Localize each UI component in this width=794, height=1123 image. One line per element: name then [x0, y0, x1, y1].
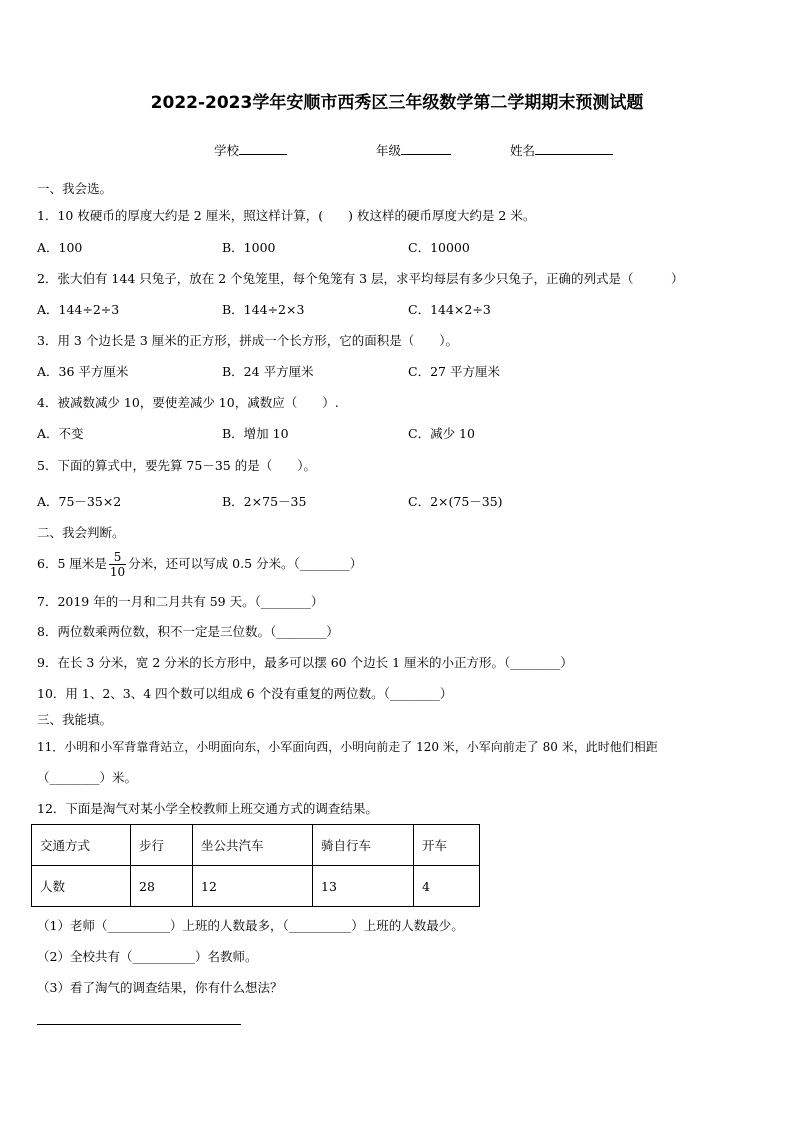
- question-3: 3．用 3 个边长是 3 厘米的正方形，拼成一个长方形，它的面积是（ ）。: [37, 333, 459, 348]
- school-field[interactable]: [214, 141, 287, 159]
- q6-prefix: 6．5 厘米是: [37, 556, 107, 571]
- q6-fraction: [109, 550, 126, 579]
- q2-option-b[interactable]: B．144÷2×3: [222, 302, 305, 317]
- grade-label: 年级: [376, 143, 402, 158]
- q1-option-b[interactable]: B．1000: [222, 240, 276, 255]
- name-field[interactable]: [510, 141, 613, 159]
- q6-denominator: 10: [109, 565, 126, 579]
- question-2: 2．张大伯有 144 只兔子，放在 2 个兔笼里，每个兔笼有 3 层，求平均每层有多少只兔子，正确的列式是（ ）: [37, 271, 684, 286]
- school-label: 学校: [214, 143, 240, 158]
- question-12-sub-1: （1）老师（__________）上班的人数最多，（__________）上班的人数最少。: [37, 918, 464, 933]
- section-3-heading: 三、我能填。: [37, 712, 113, 727]
- page-title: 2022-2023学年安顺市西秀区三年级数学第二学期期末预测试题: [150, 93, 644, 113]
- q6-suffix: 分米，还可以写成 0.5 分米。（________）: [128, 556, 363, 571]
- question-12-sub-2: （2）全校共有（__________）名教师。: [37, 949, 258, 964]
- question-4: 4．被减数减少 10，要使差减少 10，减数应（ ）.: [37, 395, 339, 410]
- q5-option-b[interactable]: B．2×75－35: [222, 494, 307, 509]
- q3-option-b[interactable]: B．24 平方厘米: [222, 364, 314, 379]
- question-9: 9．在长 3 分米，宽 2 分米的长方形中，最多可以摆 60 个边长 1 厘米的小正方形。（________）: [37, 655, 573, 670]
- question-1: 1．10 枚硬币的厚度大约是 2 厘米，照这样计算，( ) 枚这样的硬币厚度大约是 2 米。: [37, 208, 536, 223]
- q3-option-a[interactable]: A．36 平方厘米: [37, 364, 129, 379]
- table-cell: 骑自行车: [313, 825, 414, 866]
- section-1-heading: 一、我会选。: [37, 181, 113, 196]
- grade-field[interactable]: [376, 141, 451, 159]
- question-7: 7．2019 年的一月和二月共有 59 天。（________）: [37, 594, 324, 609]
- table-cell: 28: [131, 866, 193, 907]
- name-blank[interactable]: [535, 142, 613, 155]
- question-8: 8．两位数乘两位数，积不一定是三位数。（________）: [37, 624, 339, 639]
- q4-option-c[interactable]: C．减少 10: [408, 426, 475, 441]
- question-12: 12．下面是淘气对某小学全校教师上班交通方式的调查结果。: [37, 801, 378, 816]
- table-cell: 开车: [414, 825, 480, 866]
- question-10: 10．用 1、2、3、4 四个数可以组成 6 个没有重复的两位数。（________）: [37, 686, 453, 701]
- table-row: [32, 866, 480, 907]
- question-11-line-2: （________）米。: [37, 770, 138, 785]
- grade-blank[interactable]: [401, 142, 451, 155]
- q1-option-a[interactable]: A．100: [37, 240, 83, 255]
- table-header-row: [32, 825, 480, 866]
- survey-table: [31, 824, 480, 907]
- q5-option-c[interactable]: C．2×(75－35): [408, 494, 503, 509]
- table-cell: 12: [193, 866, 313, 907]
- q1-option-c[interactable]: C．10000: [408, 240, 470, 255]
- table-cell: 交通方式: [32, 825, 131, 866]
- table-cell: 13: [313, 866, 414, 907]
- q4-option-a[interactable]: A．不变: [37, 426, 84, 441]
- q2-option-c[interactable]: C．144×2÷3: [408, 302, 491, 317]
- section-2-heading: 二、我会判断。: [37, 525, 125, 540]
- question-12-sub-3: （3）看了淘气的调查结果，你有什么想法？: [37, 980, 283, 995]
- q2-option-a[interactable]: A．144÷2÷3: [37, 302, 120, 317]
- question-11-line-1: 11．小明和小军背靠背站立，小明面向东，小军面向西，小明向前走了 120 米，小军向前走了 80 米，此时他们相距: [37, 740, 658, 754]
- table-cell: 4: [414, 866, 480, 907]
- q5-option-a[interactable]: A．75－35×2: [37, 494, 122, 509]
- table-cell: 步行: [131, 825, 193, 866]
- q4-option-b[interactable]: B．增加 10: [222, 426, 289, 441]
- table-cell: 人数: [32, 866, 131, 907]
- question-6: [37, 548, 362, 580]
- q6-numerator: 5: [109, 550, 126, 565]
- answer-line[interactable]: [37, 1024, 241, 1025]
- school-blank[interactable]: [239, 142, 287, 155]
- table-cell: 坐公共汽车: [193, 825, 313, 866]
- question-5: 5．下面的算式中，要先算 75－35 的是（ ）。: [37, 458, 316, 473]
- q3-option-c[interactable]: C．27 平方厘米: [408, 364, 500, 379]
- name-label: 姓名: [510, 143, 536, 158]
